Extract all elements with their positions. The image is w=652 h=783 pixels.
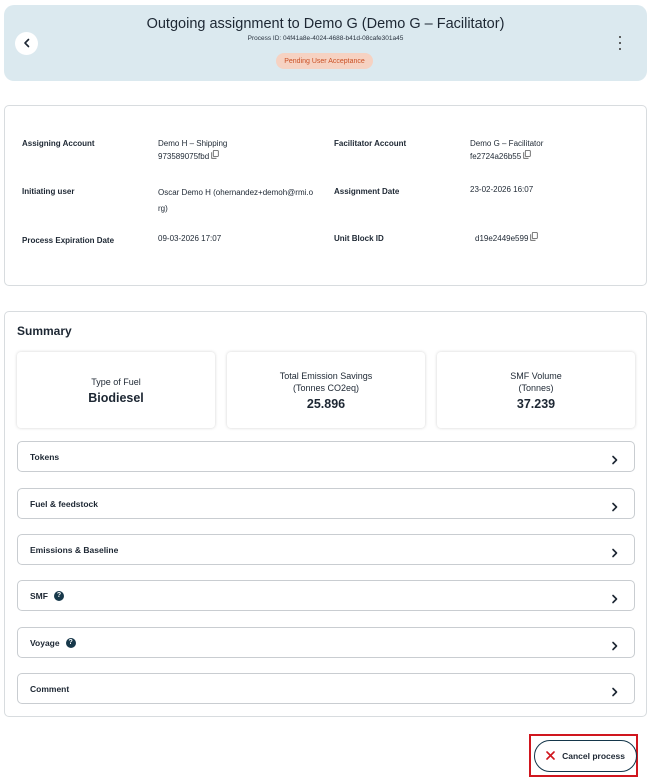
accordion-label: SMF [30,590,48,601]
accordion-tokens[interactable] [17,441,635,472]
cancel-process-button[interactable] [534,740,637,772]
copy-icon[interactable] [530,232,538,245]
emission-savings-card [227,352,425,428]
copy-icon[interactable] [523,150,531,163]
assigning-account-label: Assigning Account [22,139,95,148]
assignment-date-value: 23-02-2026 16:07 [470,185,534,194]
assigning-account-value [158,137,227,163]
chevron-right-icon [611,499,619,517]
help-icon[interactable]: ? [54,591,64,601]
summary-title: Summary [17,324,72,338]
fuel-type-label: Type of Fuel [91,376,141,387]
expiration-date-value: 09-03-2026 17:07 [158,234,222,243]
page-title: Outgoing assignment to Demo G (Demo G – Facilitator) [146,16,505,32]
summary-card [4,311,647,717]
facilitator-account-id: fe2724a26b55 [470,152,522,161]
accordion-comment[interactable] [17,673,635,704]
cancel-process-label: Cancel process [562,751,625,761]
chevron-right-icon [611,545,619,563]
emission-savings-unit: (Tonnes CO2eq) [292,382,360,393]
chevron-right-icon [611,591,619,609]
initiating-user-label: Initiating user [22,187,75,196]
assigning-account-name: Demo H – Shipping [158,139,228,148]
kebab-menu-icon[interactable] [615,36,625,50]
close-icon [546,747,555,765]
initiating-user-line1: Oscar Demo H (ohernandez+demoh@rmi.o [158,188,314,197]
facilitator-account-name: Demo G – Facilitator [470,139,544,148]
fuel-type-value: Biodiesel [88,390,144,405]
accordion-label: Tokens [30,451,60,462]
assignment-date-label: Assignment Date [334,187,400,196]
process-details-card [4,105,647,286]
help-icon[interactable]: ? [66,638,76,648]
emission-savings-value: 25.896 [306,396,346,411]
accordion-label: Fuel & feedstock [30,498,99,509]
smf-volume-card [437,352,635,428]
emission-savings-label: Total Emission Savings [279,370,373,381]
smf-volume-unit: (Tonnes) [518,382,554,393]
accordion-fuel-feedstock[interactable] [17,488,635,519]
process-id: Process ID: 04f41a8e-4024-4688-b41d-08cafe301a45 [247,35,404,42]
chevron-right-icon [611,638,619,656]
accordion-label: Emissions & Baseline [30,544,119,555]
fuel-type-card [17,352,215,428]
smf-volume-value: 37.239 [516,396,556,411]
accordion-smf[interactable] [17,580,635,611]
unit-block-label: Unit Block ID [334,234,384,243]
chevron-right-icon [611,452,619,470]
copy-icon[interactable] [211,150,219,163]
initiating-user-line2: rg) [158,204,168,213]
facilitator-account-label: Facilitator Account [334,139,407,148]
accordion-voyage[interactable] [17,627,635,658]
unit-block-id: d19e2449e599 [475,234,529,243]
initiating-user-value [158,185,313,217]
accordion-emissions-baseline[interactable] [17,534,635,565]
status-badge: Pending User Acceptance [276,53,373,69]
smf-volume-label: SMF Volume [510,370,562,381]
accordion-label: Voyage [30,637,60,648]
facilitator-account-value [470,137,543,163]
assigning-account-id: 973589075fbd [158,152,210,161]
expiration-date-label: Process Expiration Date [22,236,115,245]
accordion-label: Comment [30,683,70,694]
chevron-right-icon [611,684,619,702]
unit-block-value [475,232,538,245]
process-header [4,5,647,81]
